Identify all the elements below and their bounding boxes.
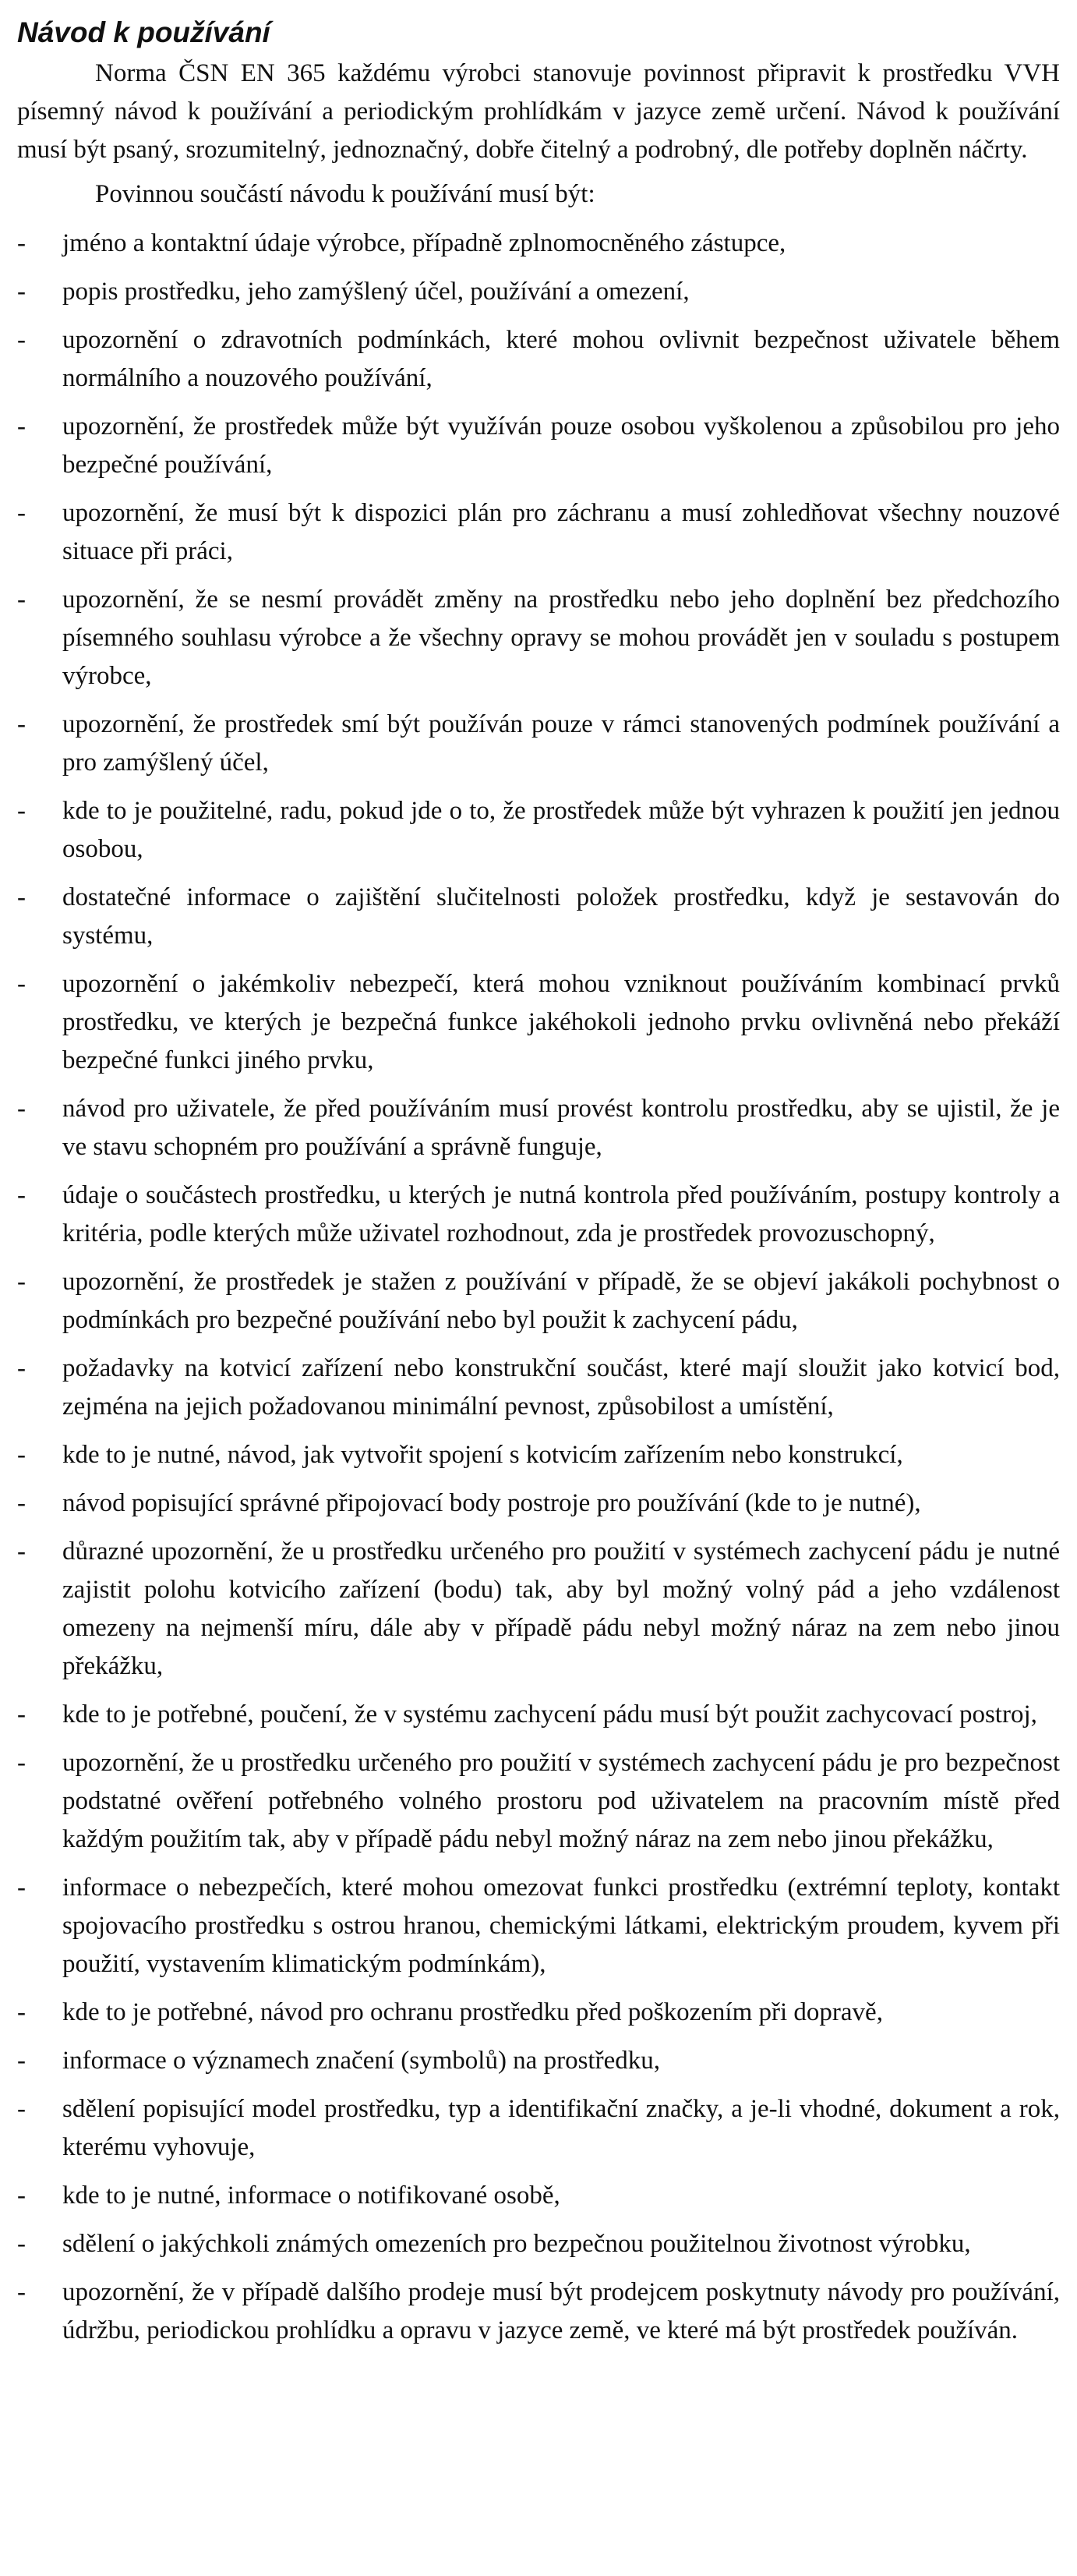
intro-paragraph: Norma ČSN EN 365 každému výrobci stanovuje povinnost připravit k prostředku VVH písemný návod k používání a periodickým prohlídkám v jazyce země určení. Návod k používání musí být psaný, srozumitelný, jednoznačný, dobře čitelný a podrobný, dle potřeby doplněn náčrty.	[17, 59, 1060, 164]
list-item: - upozornění, že prostředek může být využíván pouze osobou vyškolenou a způsobilou pro jeho bezpečné používání,	[17, 408, 1060, 484]
list-item: - kde to je potřebné, poučení, že v systému zachycení pádu musí být použit zachycovací postroj,	[17, 1696, 1060, 1734]
list-item: - popis prostředku, jeho zamýšlený účel, používání a omezení,	[17, 273, 1060, 311]
list-item: - kde to je nutné, informace o notifikované osobě,	[17, 2177, 1060, 2215]
list-item: - sdělení popisující model prostředku, typ a identifikační značky, a je-li vhodné, dokument a rok, kterému vyhovuje,	[17, 2090, 1060, 2167]
document-title: Návod k používání	[17, 16, 270, 48]
list-item: - sdělení o jakýchkoli známých omezeních pro bezpečnou použitelnou životnost výrobku,	[17, 2225, 1060, 2263]
list-item: - upozornění, že se nesmí provádět změny na prostředku nebo jeho doplnění bez předchozího písemného souhlasu výrobce a že všechny opravy se mohou provádět jen v souladu s postupem výrobce,	[17, 581, 1060, 695]
list-item: - důrazné upozornění, že u prostředku určeného pro použití v systémech zachycení pádu je nutné zajistit polohu kotvicího zařízení (bodu) tak, aby byl možný volný pád a jeho vzdálenost omezeny na nejmenší míru, dále aby v případě pádu nebyl možný náraz na zem nebo jinou překážku,	[17, 1533, 1060, 1686]
list-item: - upozornění, že prostředek smí být používán pouze v rámci stanovených podmínek používání a pro zamýšlený účel,	[17, 706, 1060, 782]
list-item: - upozornění o zdravotních podmínkách, které mohou ovlivnit bezpečnost uživatele během normálního a nouzového používání,	[17, 321, 1060, 398]
list-item: - upozornění, že u prostředku určeného pro použití v systémech zachycení pádu je pro bezpečnost podstatné ověření potřebného volného prostoru pod uživatelem na pracovním místě před každým použitím tak, aby v případě pádu nebyl možný náraz na zem nebo jinou překážku,	[17, 1744, 1060, 1859]
list-intro-paragraph: Povinnou součástí návodu k používání musí být:	[95, 180, 595, 208]
list-item: - jméno a kontaktní údaje výrobce, případně zplnomocněného zástupce,	[17, 225, 1060, 263]
list-item: - návod pro uživatele, že před používáním musí provést kontrolu prostředku, aby se ujistil, že je ve stavu schopném pro používání a správně funguje,	[17, 1090, 1060, 1166]
list-item: - informace o významech značení (symbolů) na prostředku,	[17, 2042, 1060, 2080]
list-item: - kde to je nutné, návod, jak vytvořit spojení s kotvicím zařízením nebo konstrukcí,	[17, 1436, 1060, 1474]
list-item: - upozornění, že prostředek je stažen z používání v případě, že se objeví jakákoli pochybnost o podmínkách pro bezpečné používání nebo byl použit k zachycení pádu,	[17, 1263, 1060, 1339]
list-item: - požadavky na kotvicí zařízení nebo konstrukční součást, které mají sloužit jako kotvicí bod, zejména na jejich požadovanou minimální pevnost, způsobilost a umístění,	[17, 1350, 1060, 1426]
list-item: - údaje o součástech prostředku, u kterých je nutná kontrola před používáním, postupy kontroly a kritéria, podle kterých může uživatel rozhodnout, zda je prostředek provozuschopný,	[17, 1177, 1060, 1253]
list-item: - dostatečné informace o zajištění slučitelnosti položek prostředku, když je sestavován do systému,	[17, 879, 1060, 955]
list-item: - upozornění, že v případě dalšího prodeje musí být prodejcem poskytnuty návody pro používání, údržbu, periodickou prohlídku a opravu v jazyce země, ve které má být prostředek používán.	[17, 2273, 1060, 2350]
list-item: - kde to je použitelné, radu, pokud jde o to, že prostředek může být vyhrazen k použití jen jednou osobou,	[17, 792, 1060, 869]
requirements-list	[17, 225, 1060, 2350]
list-item: - informace o nebezpečích, které mohou omezovat funkci prostředku (extrémní teploty, kontakt spojovacího prostředku s ostrou hranou, chemickými látkami, elektrickým proudem, kyvem při použití, vystavením klimatickým podmínkám),	[17, 1869, 1060, 1983]
list-item: - upozornění o jakémkoliv nebezpečí, která mohou vzniknout používáním kombinací prvků prostředku, ve kterých je bezpečná funkce jakéhokoli jednoho prvku ovlivněná nebo překáží bezpečné funkci jiného prvku,	[17, 965, 1060, 1080]
list-item: - návod popisující správné připojovací body postroje pro používání (kde to je nutné),	[17, 1484, 1060, 1523]
list-item: - kde to je potřebné, návod pro ochranu prostředku před poškozením při dopravě,	[17, 1994, 1060, 2032]
list-item: - upozornění, že musí být k dispozici plán pro záchranu a musí zohledňovat všechny nouzové situace při práci,	[17, 494, 1060, 571]
